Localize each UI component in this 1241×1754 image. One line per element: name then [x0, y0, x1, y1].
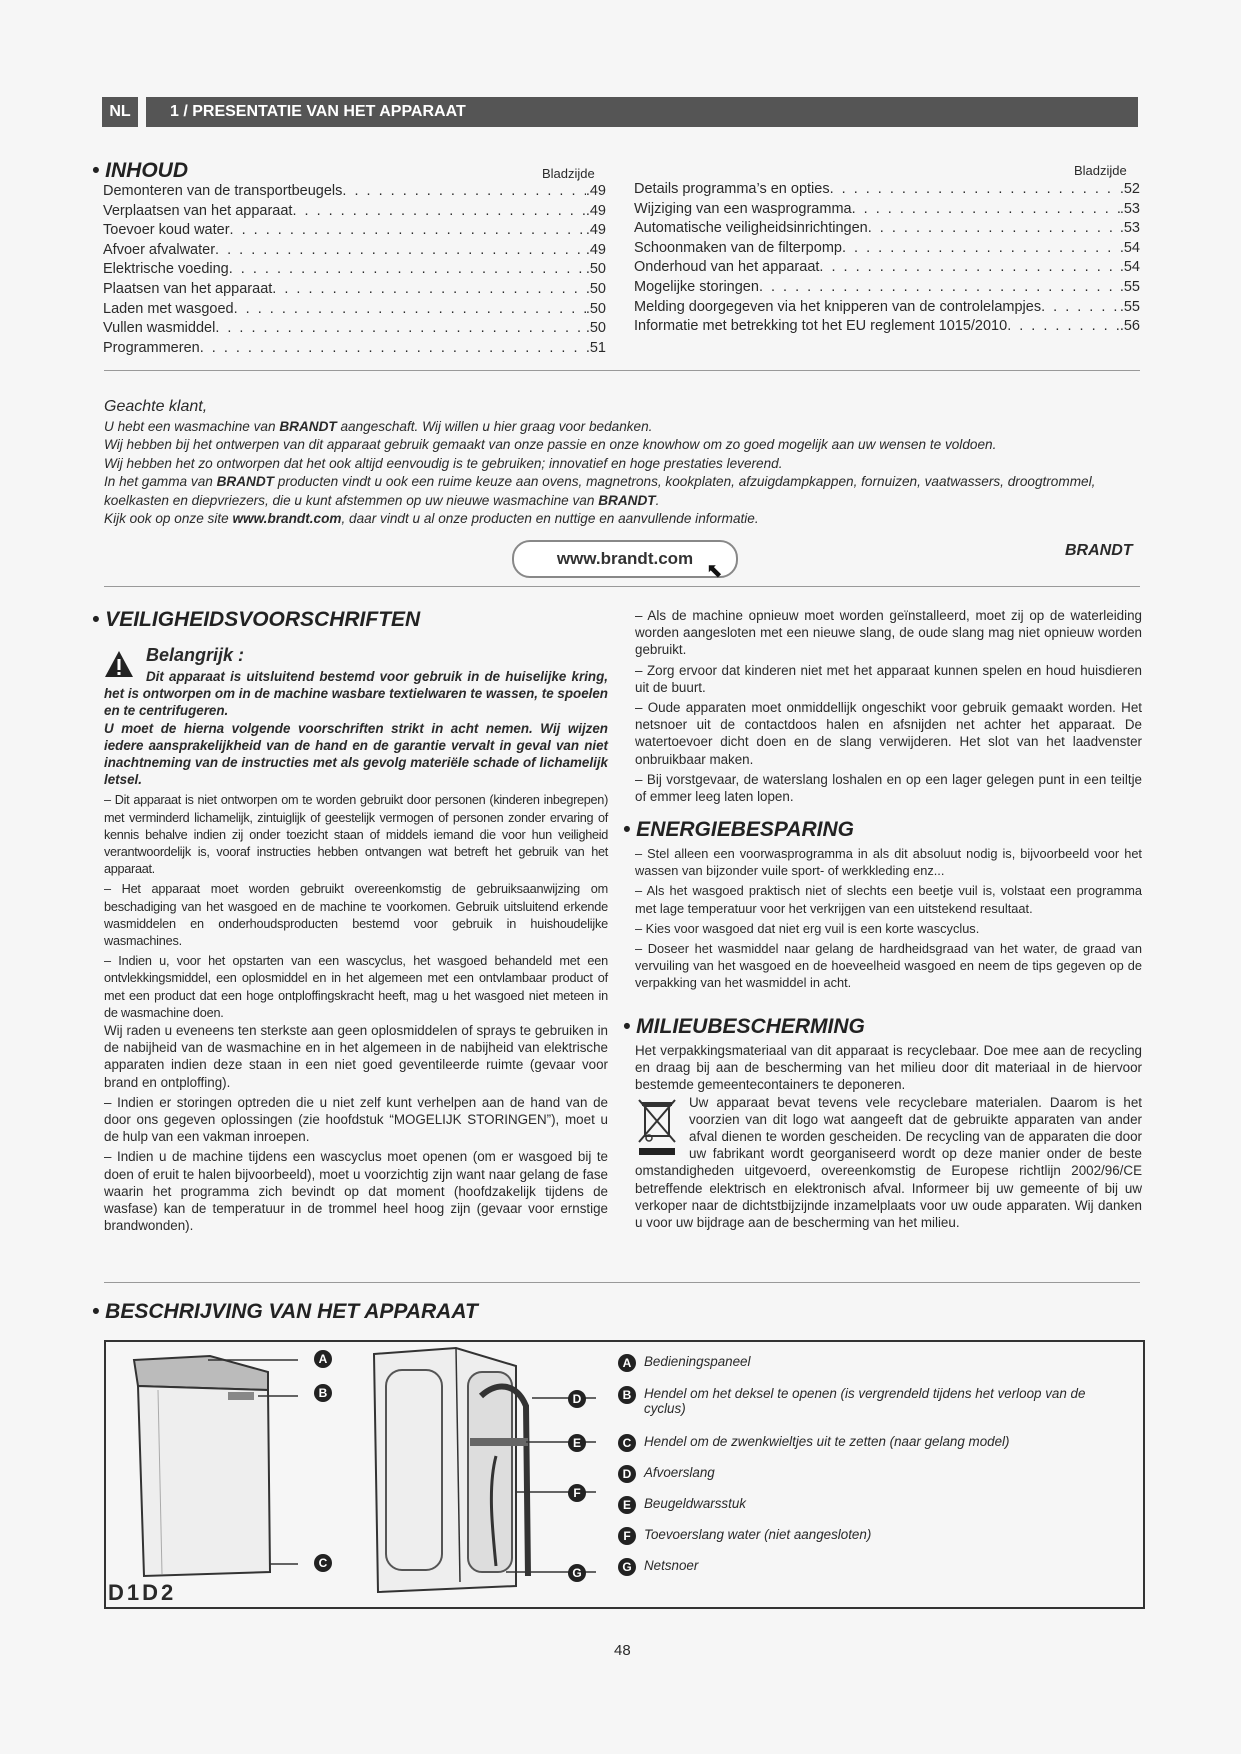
toc-entry-label: Afvoer afvalwater: [103, 241, 216, 258]
toc-leader-dots: [292, 202, 585, 222]
toc-entry-label: Schoonmaken van de filterpomp: [634, 239, 842, 256]
callout-b: B: [314, 1384, 332, 1402]
greeting: Geachte klant,: [104, 398, 208, 415]
callout-g: G: [568, 1564, 586, 1582]
toc-leader-dots: [1041, 298, 1120, 318]
toc-entry-page: .53: [1119, 200, 1140, 217]
toc-entry: [634, 258, 1140, 278]
environment-column: [635, 1042, 1142, 1234]
toc-left-list: [103, 182, 606, 358]
energy-item-3: – Kies voor wasgoed dat niet erg vuil is een korte wascyclus.: [635, 920, 980, 936]
toc-entry-label: Toevoer koud water: [103, 222, 230, 239]
toc-page-label-left: Bladzijde: [542, 166, 595, 181]
page-number: 48: [614, 1642, 631, 1659]
toc-entry: [634, 317, 1140, 337]
toc-leader-dots: [229, 260, 586, 280]
weee-bin-icon: [635, 1096, 683, 1158]
intro-p5: Kijk ook op onze site www.brandt.com, daar vindt u al onze producten en nuttige en aanvullende informatie.: [104, 511, 759, 526]
toc-entry-label: Automatische veiligheidsinrichtingen: [634, 220, 868, 237]
toc-title: • INHOUD: [92, 159, 189, 182]
language-badge: NL: [102, 97, 146, 127]
toc-entry-page: .52: [1119, 181, 1140, 197]
toc-entry-label: Informatie met betrekking tot het EU reglement 1015/2010: [634, 318, 1008, 335]
toc-entry-page: .53: [1119, 220, 1140, 237]
safety-item-5: – Indien er storingen optreden die u niet zelf kunt verhelpen aan de hand van de door ons gegeven oplossingen (zie hoofdstuk “MOGELIJK STORINGEN”), moet u de hulp van een vakman inroepen.: [104, 1094, 608, 1145]
important-heading: Belangrijk :: [146, 645, 245, 665]
toc-leader-dots: [215, 319, 586, 339]
toc-entry-page: .55: [1119, 278, 1140, 295]
toc-leader-dots: [842, 239, 1120, 259]
toc-leader-dots: [230, 221, 586, 241]
energy-column: [635, 845, 1142, 995]
safety-item-3: – Indien u, voor het opstarten van een wascyclus, het wasgoed behandeld met een ontvlekkingsmiddel, een oplosmiddel en in het algemeen met een ontvlambaar product of met een product dat een hoge ontploffingskracht heeft, mag u het wasgoed niet meteen in de wasmachine doen.: [104, 954, 608, 1020]
toc-entry-page: .56: [1119, 318, 1140, 335]
toc-page-label-right: Bladzijde: [1074, 163, 1127, 178]
toc-entry-label: Melding doorgegeven via het knipperen van de controlelampjes: [634, 298, 1042, 315]
toc-entry: [103, 280, 606, 300]
intro-p1: U hebt een wasmachine van BRANDT aangeschaft. Wij willen u hier graag voor bedanken.: [104, 418, 653, 434]
callout-e: E: [568, 1434, 586, 1452]
safety-left-column: [104, 668, 608, 1238]
callout-f: F: [568, 1484, 586, 1502]
legend-item-f: F Toevoerslang water (niet aangesloten): [618, 1527, 1138, 1545]
intro-p3: Wij hebben het zo ontworpen dat het ook altijd eenvoudig is te gebruiken; innovatief en hoge prestaties leverend.: [104, 455, 783, 471]
energy-item-1: – Stel alleen een voorwasprogramma in als dit absoluut nodig is, bijvoorbeeld voor het wassen van bijzonder vuile sport- of werkkleding enz...: [635, 846, 1142, 879]
divider: [104, 586, 1140, 587]
safety-bold-1: Dit apparaat is uitsluitend bestemd voor gebruik in de huiselijke kring, het is ontworpen om in de machine wasbare textielwaren te wassen, te spoelen en te centrifugeren.: [104, 669, 608, 719]
callout-d: D: [568, 1390, 586, 1408]
callout-a: A: [314, 1350, 332, 1368]
divider: [104, 1282, 1140, 1283]
legend-item-c: C Hendel om de zwenkwieltjes uit te zetten (naar gelang model): [618, 1434, 1138, 1452]
toc-entry-label: Vullen wasmiddel: [103, 320, 216, 337]
energy-item-4: – Doseer het wasmiddel naar gelang de hardheidsgraad van het water, de graad van vervuiling van het wasgoed en de hoeveelheid wasgoed en neem de tips gegeven op de verpakking van het wasmiddel in acht.: [635, 941, 1142, 991]
toc-entry-page: .50: [585, 320, 606, 337]
toc-leader-dots: [215, 241, 586, 261]
toc-entry-page: .54: [1119, 239, 1140, 256]
intro-p4: In het gamma van BRANDT producten vindt u ook een ruime keuze aan ovens, magnetrons, kookplaten, afzuigdampkappen, fornuizen, vaatwassers, droogtrommel, koelkasten en diepvriezers, die u kunt afstemmen op uw nieuwe wasmachine van BRANDT.: [104, 474, 1096, 508]
toc-leader-dots: [272, 280, 586, 300]
toc-entry-page: .50: [585, 261, 606, 278]
safety-item-4: Wij raden u eveneens ten sterkste aan geen oplosmiddelen of sprays te gebruiken in de nabijheid van de wasmachine en in het algemeen in de nabijheid van elektrische apparaten indien deze staan in een niet goed geventileerde ruimte (gevaar voor brand en ontploffing).: [104, 1023, 608, 1090]
toc-leader-dots: [830, 180, 1120, 200]
toc-entry: [103, 241, 606, 261]
toc-leader-dots: [819, 258, 1119, 278]
toc-entry-page: .51: [585, 339, 606, 356]
toc-entry: [634, 180, 1140, 200]
safety-right-column: [635, 607, 1142, 808]
toc-leader-dots: [868, 219, 1120, 239]
legend-item-d: D Afvoerslang: [618, 1465, 1138, 1483]
toc-right-list: [634, 180, 1140, 337]
safety-right-2: – Zorg ervoor dat kinderen niet met het apparaat kunnen spelen en houd huisdieren uit de buurt.: [635, 662, 1142, 695]
toc-entry: [634, 278, 1140, 298]
safety-title: • VEILIGHEIDSVOORSCHRIFTEN: [92, 608, 421, 631]
intro-p2: Wij hebben bij het ontwerpen van dit apparaat gebruik gemaakt van onze passie en onze knowhow om zo goed mogelijk aan uw wensen te voldoen.: [104, 437, 997, 452]
toc-entry-page: .50: [585, 280, 606, 297]
toc-entry-label: Elektrische voeding: [103, 261, 229, 278]
legend-item-b: B Hendel om het deksel te openen (is vergrendeld tijdens het verloop van de cyclus): [618, 1386, 1118, 1416]
toc-entry-page: .49: [585, 202, 606, 219]
divider: [104, 370, 1140, 371]
description-title: • BESCHRIJVING VAN HET APPARAAT: [92, 1300, 478, 1323]
toc-leader-dots: [1007, 317, 1120, 337]
safety-right-1: – Als de machine opnieuw moet worden geïnstalleerd, moet zij op de waterleiding worden aangesloten met een nieuwe slang, de oude slang mag niet opnieuw worden gebruikt.: [635, 608, 1142, 658]
toc-entry: [103, 339, 606, 359]
toc-entry-label: Programmeren: [103, 339, 200, 356]
safety-item-1: – Dit apparaat is niet ontworpen om te worden gebruikt door personen (kinderen inbegrepen) met verminderd lichamelijk, zintuiglijk of geestelijk vermogen of personen zonder ervaring of kennis behalve indien zij onder toezicht staan of middels iemand die voor hun veiligheid verantwoordelijk is, vooraf instructies hebben ontvangen wat betreft het gebruik van het apparaat.: [104, 793, 608, 877]
toc-entry-label: Verplaatsen van het apparaat: [103, 202, 293, 219]
toc-entry: [103, 202, 606, 222]
energy-item-2: – Als het wasgoed praktisch niet of slechts een beetje vuil is, volstaat een programma met lage temperatuur voor het verkrijgen van een uitstekend resultaat.: [635, 883, 1142, 916]
toc-entry-page: .54: [1119, 259, 1140, 276]
legend-item-e: E Beugeldwarsstuk: [618, 1496, 1138, 1514]
environment-title: • MILIEUBESCHERMING: [623, 1015, 865, 1038]
legend-item-a: A Bedieningspaneel: [618, 1354, 1138, 1372]
brand-signature: BRANDT: [1065, 542, 1133, 559]
environment-p1: Het verpakkingsmateriaal van dit apparaat is recyclebaar. Doe mee aan de recycling en draag bij aan de bescherming van het milieu door dit materiaal in de hiervoor bestemde gemeentecontainers te deponeren.: [635, 1043, 1142, 1093]
header-title: 1 / PRESENTATIE VAN HET APPARAAT: [170, 103, 466, 120]
toc-entry-label: Demonteren van de transportbeugels: [103, 183, 343, 199]
safety-right-4: – Bij vorstgevaar, de waterslang loshalen en op een lager gelegen punt in een teiltje of emmer leeg laten lopen.: [635, 771, 1142, 805]
toc-leader-dots: [852, 200, 1120, 220]
toc-entry-label: Wijziging van een wasprogramma: [634, 200, 852, 217]
toc-entry: [634, 298, 1140, 318]
toc-entry-label: Laden met wasgoed: [103, 300, 234, 317]
toc-leader-dots: [234, 300, 586, 320]
legend-item-g: G Netsnoer: [618, 1558, 1138, 1576]
toc-entry-label: Plaatsen van het apparaat: [103, 280, 273, 297]
safety-bold-2: U moet de hierna volgende voorschriften strikt in acht nemen. Wij wijzen iedere aansprakelijkheid van de hand en de garantie vervalt in geval van niet inachtneming van de instructies met als gevolg materiële schade of lichamelijk letsel.: [104, 720, 608, 788]
safety-item-6: – Indien u de machine tijdens een wascyclus moet openen (om er wasgoed bij te doen of eruit te halen bijvoorbeeld), moet u voorzichtig zijn want naar gelang de fase waarin het programma zich bevindt op dat moment (hoofdzakelijk tijdens de wasfase) kan de temperatuur in de trommel heel hoog zijn (gevaar voor ernstige brandwonden).: [104, 1149, 608, 1234]
toc-entry: [103, 319, 606, 339]
toc-entry-label: Mogelijke storingen: [634, 278, 759, 295]
toc-entry: [103, 300, 606, 320]
intro-text: [104, 398, 1144, 529]
toc-entry-page: .55: [1119, 298, 1140, 315]
toc-entry-page: .49: [585, 241, 606, 258]
environment-p2: Uw apparaat bevat tevens vele recyclebare materialen. Daarom is het voorzien van dit logo wat aangeeft dat de gebruikte apparaten van ander afval dienen te worden gescheiden. De recycling van de apparaten die door uw fabrikant wordt georganiseerd wordt op deze manier onder de beste omstandigheden uitgevoerd, overeenkomstig de Europese richtlijn 2002/96/CE betreffende elektrisch en elektronisch afval. Informeer bij uw gemeente of bij uw verkoper naar de dichtstbijzijnde inzamelplaats voor uw oude apparaten. Wij danken u voor uw bijdrage aan de bescherming van het milieu.: [635, 1094, 1142, 1231]
toc-entry: [103, 260, 606, 280]
toc-entry: [634, 200, 1140, 220]
toc-entry-page: .49: [585, 183, 606, 199]
website-button[interactable]: www.brandt.com: [512, 540, 738, 578]
toc-entry-page: .49: [585, 222, 606, 239]
toc-entry: [103, 221, 606, 241]
toc-leader-dots: [759, 278, 1120, 298]
callout-c: C: [314, 1554, 332, 1572]
cursor-icon: ⬉: [706, 560, 723, 582]
toc-entry: [634, 219, 1140, 239]
header-bar: [102, 97, 1138, 127]
safety-right-3: – Oude apparaten moet onmiddellijk ongeschikt voor gebruik gemaakt worden. Het netsnoer uit de contactdoos halen en afsnijden net achter het apparaat. De watertoevoer dicht doen en de slang verwijderen. Het slot van het laadvenster onbruikbaar maken.: [635, 700, 1142, 767]
toc-leader-dots: [200, 339, 586, 359]
toc-entry: [103, 182, 606, 202]
model-label: D1D2: [108, 1580, 177, 1605]
safety-item-2: – Het apparaat moet worden gebruikt overeenkomstig de gebruiksaanwijzing om beschadiging van het wasgoed en de machine te voorkomen. Gebruik uitsluitend erkende wasmiddelen en onderhoudsproducten bestemd voor gebruik in huishoudelijke wasmachines.: [104, 882, 608, 949]
energy-title: • ENERGIEBESPARING: [623, 818, 854, 841]
toc-entry-page: .50: [585, 300, 606, 317]
toc-leader-dots: [342, 182, 585, 202]
toc-entry: [634, 239, 1140, 259]
toc-entry-label: Details programma’s en opties: [634, 181, 830, 197]
toc-entry-label: Onderhoud van het apparaat: [634, 259, 820, 276]
